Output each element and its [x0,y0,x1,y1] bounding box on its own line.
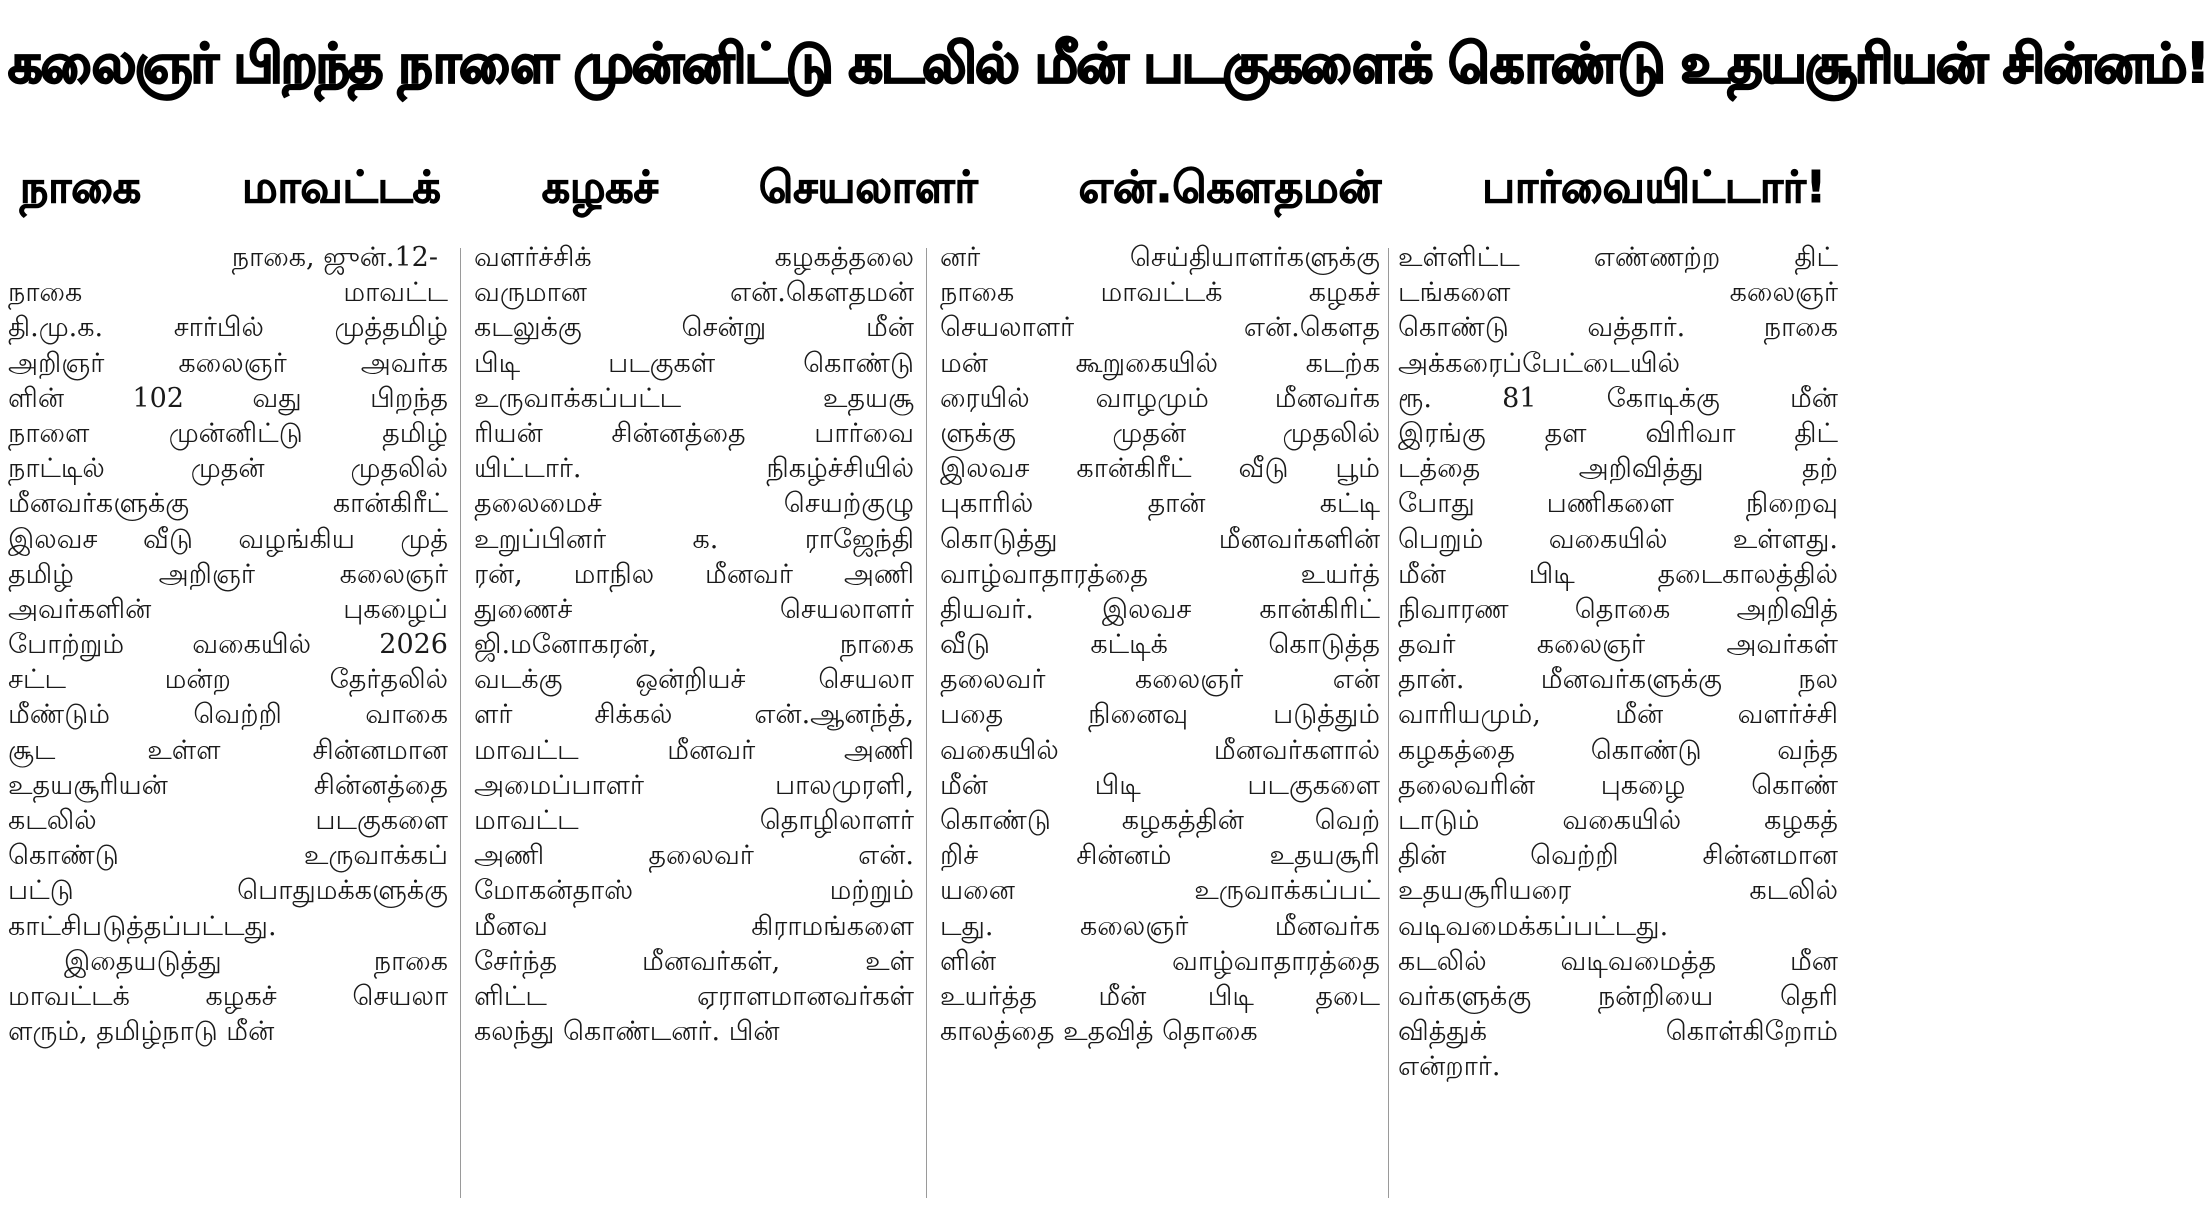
article-line: கடலுக்கு சென்று மீன் [474,312,914,344]
article-line: உருவாக்கப்பட்ட உதயசூ [474,382,914,414]
article-line: நாட்டில் முதன் முதலில் [8,453,448,485]
article-line: வருமான என்.கௌதமன் [474,277,914,309]
article-line: நாகை மாவட்டக் கழகச் [940,277,1380,309]
article-line: மாவட்ட மீனவர் அணி [474,734,914,766]
article-line: கடலில் வடிவமைத்த மீன [1398,945,1838,977]
article-line: காட்சிபடுத்தப்பட்டது. [8,910,277,942]
article-line: பதை நினைவு படுத்தும் [940,699,1380,731]
article-line: கடலில் படகுகளை [8,805,448,836]
article-line: துணைச் செயலாளர் [474,593,914,625]
article-line: தலைவர் கலைஞர் என் [940,664,1380,696]
article-line: வித்துக் கொள்கிறோம் [1398,1016,1838,1048]
article-line: தின் வெற்றி சின்னமான [1398,840,1838,872]
article-line: ளின் வாழ்வாதாரத்தை [940,945,1380,977]
article-line: தவர் கலைஞர் அவர்கள் [1398,629,1838,661]
article-line: தலைவரின் புகழை கொண் [1398,769,1838,801]
article-line: நாகை மாவட்ட [8,277,448,309]
article-line: னர் செய்தியாளர்களுக்கு [940,242,1380,273]
article-line: பட்டு பொதுமக்களுக்கு [8,875,448,907]
article-line: தியவர். இலவச கான்கிரிட் [940,593,1380,625]
article-line: காலத்தை உதவித் தொகை [940,1016,1258,1048]
article-body [8,240,1838,1206]
article-line: றிச் சின்னம் உதயசூரி [940,840,1380,872]
article-line: ரன், மாநில மீனவர் அணி [474,558,914,590]
article-line: இதையடுத்து நாகை [64,945,448,977]
article-column-3 [940,240,1380,1206]
article-column-4 [1398,240,1838,1206]
article-line: ரூ. 81 கோடிக்கு மீன் [1398,382,1838,414]
article-line: மீனவர்களுக்கு கான்கிரீட் [8,488,448,520]
article-line: நிவாரண தொகை அறிவித் [1398,593,1838,625]
article-line: டாடும் வகையில் கழகத் [1398,805,1838,836]
article-line: ரியன் சின்னத்தை பார்வை [474,417,914,449]
article-line: இலவச கான்கிரீட் வீடு பூம் [940,453,1380,485]
article-line: ளர் சிக்கல் என்.ஆனந்த், [474,699,914,731]
article-line: வீடு கட்டிக் கொடுத்த [940,629,1380,661]
article-column-2 [474,240,914,1206]
article-line: யனை உருவாக்கப்பட் [940,875,1380,907]
article-line: புகாரில் தான் கட்டி [940,488,1380,520]
article-line: தமிழ் அறிஞர் கலைஞர் [8,558,448,590]
article-line: மாவட்டக் கழகச் செயலா [8,980,448,1012]
article-line: போற்றும் வகையில் 2026 [8,629,448,661]
article-line: கழகத்தை கொண்டு வந்த [1398,734,1838,766]
article-line: பெறும் வகையில் உள்ளது. [1398,523,1838,555]
article-line: தலைமைச் செயற்குழு [474,488,914,520]
article-line: கலந்து கொண்டனர். பின் [474,1016,780,1048]
article-line: ஜி.மனோகரன், நாகை [474,629,914,661]
article-line: சட்ட மன்ற தேர்தலில் [8,664,448,696]
article-line: உறுப்பினர் க. ராஜேந்தி [474,523,914,555]
article-line: உயர்த்த மீன் பிடி தடை [940,980,1380,1012]
article-subheadline: நாகை மாவட்டக் கழகச் செயலாளர் என்.கௌதமன் பார்வையிட்டார்! [20,162,1826,213]
article-line: பிடி படகுகள் கொண்டு [474,347,914,379]
article-line: நாகை, ஜுன்.12- [231,242,438,273]
article-line: நாளை முன்னிட்டு தமிழ் [8,417,448,449]
article-line: வடக்கு ஒன்றியச் செயலா [474,664,914,696]
article-line: ளரும், தமிழ்நாடு மீன் [8,1016,275,1048]
article-headline: கலைஞர் பிறந்த நாளை முன்னிட்டு கடலில் மீன் படகுகளைக் கொண்டு உதயசூரியன் சின்னம்! [8,32,2208,95]
article-line: சூட உள்ள சின்னமான [8,734,448,766]
article-line: இரங்கு தள விரிவா திட் [1398,417,1838,449]
article-line: யிட்டார். நிகழ்ச்சியில் [474,453,914,485]
article-line: அமைப்பாளர் பாலமுரளி, [474,769,914,801]
article-line: மீண்டும் வெற்றி வாகை [8,699,448,731]
article-line: வகையில் மீனவர்களால் [940,734,1380,766]
article-line: என்றார். [1398,1051,1501,1083]
article-line: மீன் பிடி தடைகாலத்தில் [1398,558,1838,590]
article-line: மன் கூறுகையில் கடற்க [940,347,1380,379]
article-line: அக்கரைப்பேட்டையில் [1398,347,1681,379]
article-line: டத்தை அறிவித்து தற் [1398,453,1838,485]
article-line: சேர்ந்த மீனவர்கள், உள் [474,945,914,977]
article-line: ளிட்ட ஏராளமானவர்கள் [474,980,914,1012]
article-line: அறிஞர் கலைஞர் அவர்க [8,347,448,379]
article-line: தி.மு.க. சார்பில் முத்தமிழ் [8,312,448,344]
article-line: அணி தலைவர் என். [474,840,914,872]
article-line: டது. கலைஞர் மீனவர்க [940,910,1380,942]
article-line: கொண்டு கழகத்தின் வெற் [940,805,1380,836]
article-line: கொடுத்து மீனவர்களின் [940,523,1380,555]
article-line: அவர்களின் புகழைப் [8,593,448,625]
article-line: மாவட்ட தொழிலாளர் [474,805,914,836]
article-line: உதயசூரியரை கடலில் [1398,875,1838,907]
article-line: உள்ளிட்ட எண்ணற்ற திட் [1398,242,1838,273]
article-line: போது பணிகளை நிறைவு [1398,488,1838,520]
article-line: செயலாளர் என்.கௌத [940,312,1380,344]
article-line: தான். மீனவர்களுக்கு நல [1398,664,1838,696]
article-line: இலவச வீடு வழங்கிய முத் [8,523,448,555]
article-line: கொண்டு வத்தார். நாகை [1398,312,1838,344]
article-line: வாழ்வாதாரத்தை உயர்த் [940,558,1380,590]
article-line: கொண்டு உருவாக்கப் [8,840,448,872]
article-line: மீனவ கிராமங்களை [474,910,914,942]
article-line: மோகன்தாஸ் மற்றும் [474,875,914,907]
article-line: வர்களுக்கு நன்றியை தெரி [1398,980,1838,1012]
article-line: ளுக்கு முதன் முதலில் [940,417,1380,449]
article-line: ரையில் வாழமும் மீனவர்க [940,382,1380,414]
article-line: உதயசூரியன் சின்னத்தை [8,769,448,801]
article-line: வளர்ச்சிக் கழகத்தலை [474,242,914,273]
article-line: டங்களை கலைஞர் [1398,277,1838,309]
article-line: மீன் பிடி படகுகளை [940,769,1380,801]
article-line: ளின் 102 வது பிறந்த [8,382,448,414]
article-column-1 [8,240,448,1206]
article-line: வாரியமும், மீன் வளர்ச்சி [1398,699,1838,731]
article-line: வடிவமைக்கப்பட்டது. [1398,910,1669,942]
